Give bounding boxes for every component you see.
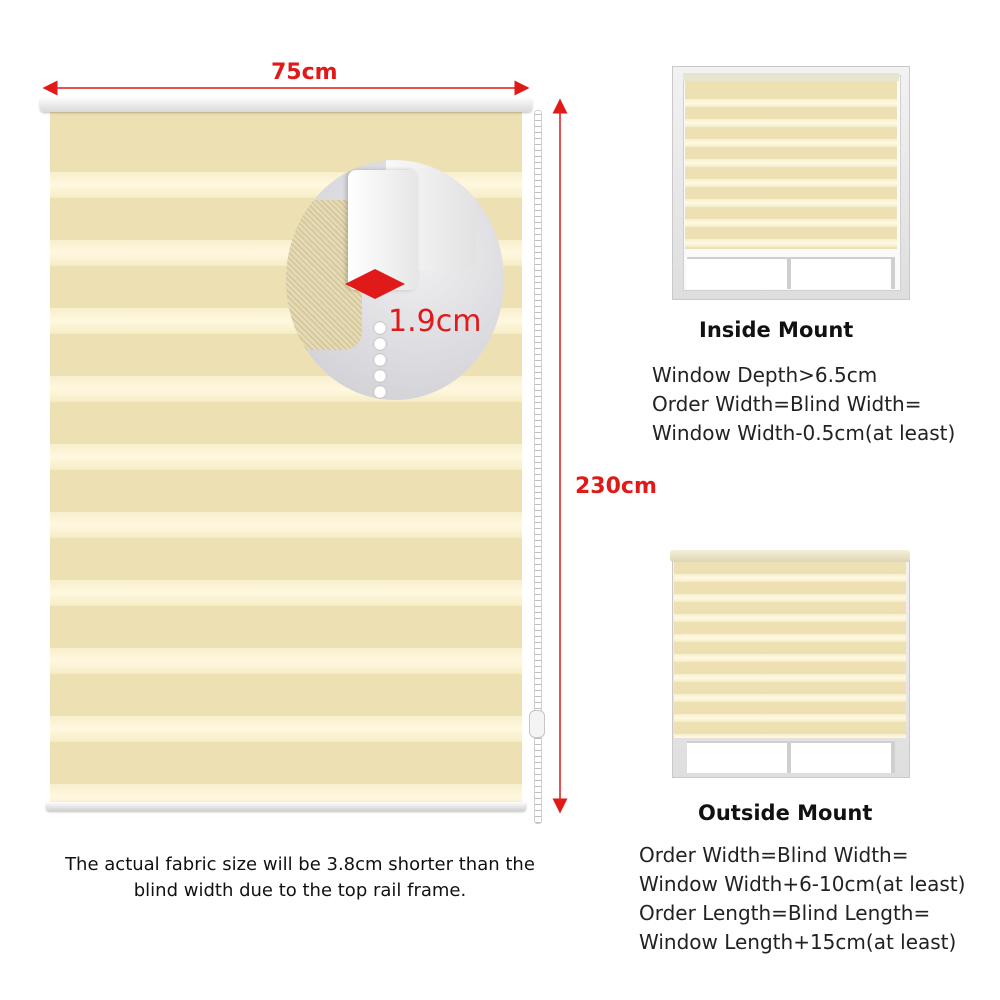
outside-note-line: Window Width+6-10cm(at least)	[639, 872, 966, 896]
sheer-stripe	[685, 219, 897, 227]
inside-note-line: Window Depth>6.5cm	[652, 363, 878, 387]
top-rail	[40, 98, 532, 112]
sheer-stripe	[685, 199, 897, 207]
window-sill	[687, 741, 895, 773]
inside-mount-fabric	[685, 79, 897, 249]
inside-mount-heading: Inside Mount	[699, 318, 854, 342]
bottom-rail	[46, 802, 526, 811]
outside-mount-illustration	[670, 550, 910, 780]
outside-note-line: Order Length=Blind Length=	[639, 901, 931, 925]
inside-note-line: Window Width-0.5cm(at least)	[652, 421, 956, 445]
outside-note-line: Order Width=Blind Width=	[639, 843, 909, 867]
outside-mount-rail	[670, 550, 910, 562]
sheer-stripe	[685, 179, 897, 187]
sheer-stripe	[674, 634, 906, 642]
fabric-size-note	[30, 852, 570, 904]
sheer-stripe	[50, 716, 522, 742]
inside-mount-rail	[683, 73, 899, 81]
sheer-stripe	[685, 139, 897, 147]
sheer-stripe	[674, 594, 906, 602]
sheer-stripe	[674, 614, 906, 622]
sheer-stripe	[674, 714, 906, 722]
height-label: 230cm	[575, 474, 657, 499]
sheer-stripe	[50, 512, 522, 538]
outside-mount-fabric	[674, 562, 906, 738]
sheer-stripe	[674, 674, 906, 682]
inside-mount-illustration	[672, 66, 910, 300]
sheer-stripe	[685, 239, 897, 247]
sheer-stripe	[674, 574, 906, 582]
sheer-stripe	[674, 654, 906, 662]
sheer-stripe	[685, 159, 897, 167]
sheer-stripe	[50, 444, 522, 470]
fabric-note-line: The actual fabric size will be 3.8cm shorter than the	[65, 854, 535, 875]
sheer-stripe	[50, 648, 522, 674]
sheer-stripe	[685, 119, 897, 127]
outside-mount-heading: Outside Mount	[698, 801, 873, 825]
fabric-note-line: blind width due to the top rail frame.	[133, 880, 467, 901]
bracket-depth-arrow	[286, 160, 504, 400]
outside-mount-notes	[639, 841, 965, 957]
outside-note-line: Window Length+15cm(at least)	[639, 930, 957, 954]
sheer-stripe	[674, 694, 906, 702]
sheer-stripe	[50, 784, 522, 804]
sheer-stripe	[50, 580, 522, 606]
window-sill	[687, 257, 895, 289]
inside-note-line: Order Width=Blind Width=	[652, 392, 922, 416]
chain-weight	[529, 710, 545, 738]
inside-mount-notes	[652, 361, 955, 448]
sheer-stripe	[674, 734, 906, 738]
bracket-depth-label: 1.9cm	[388, 304, 482, 339]
bracket-detail-zoom	[286, 160, 504, 400]
sheer-stripe	[685, 99, 897, 107]
width-label: 75cm	[271, 60, 338, 85]
